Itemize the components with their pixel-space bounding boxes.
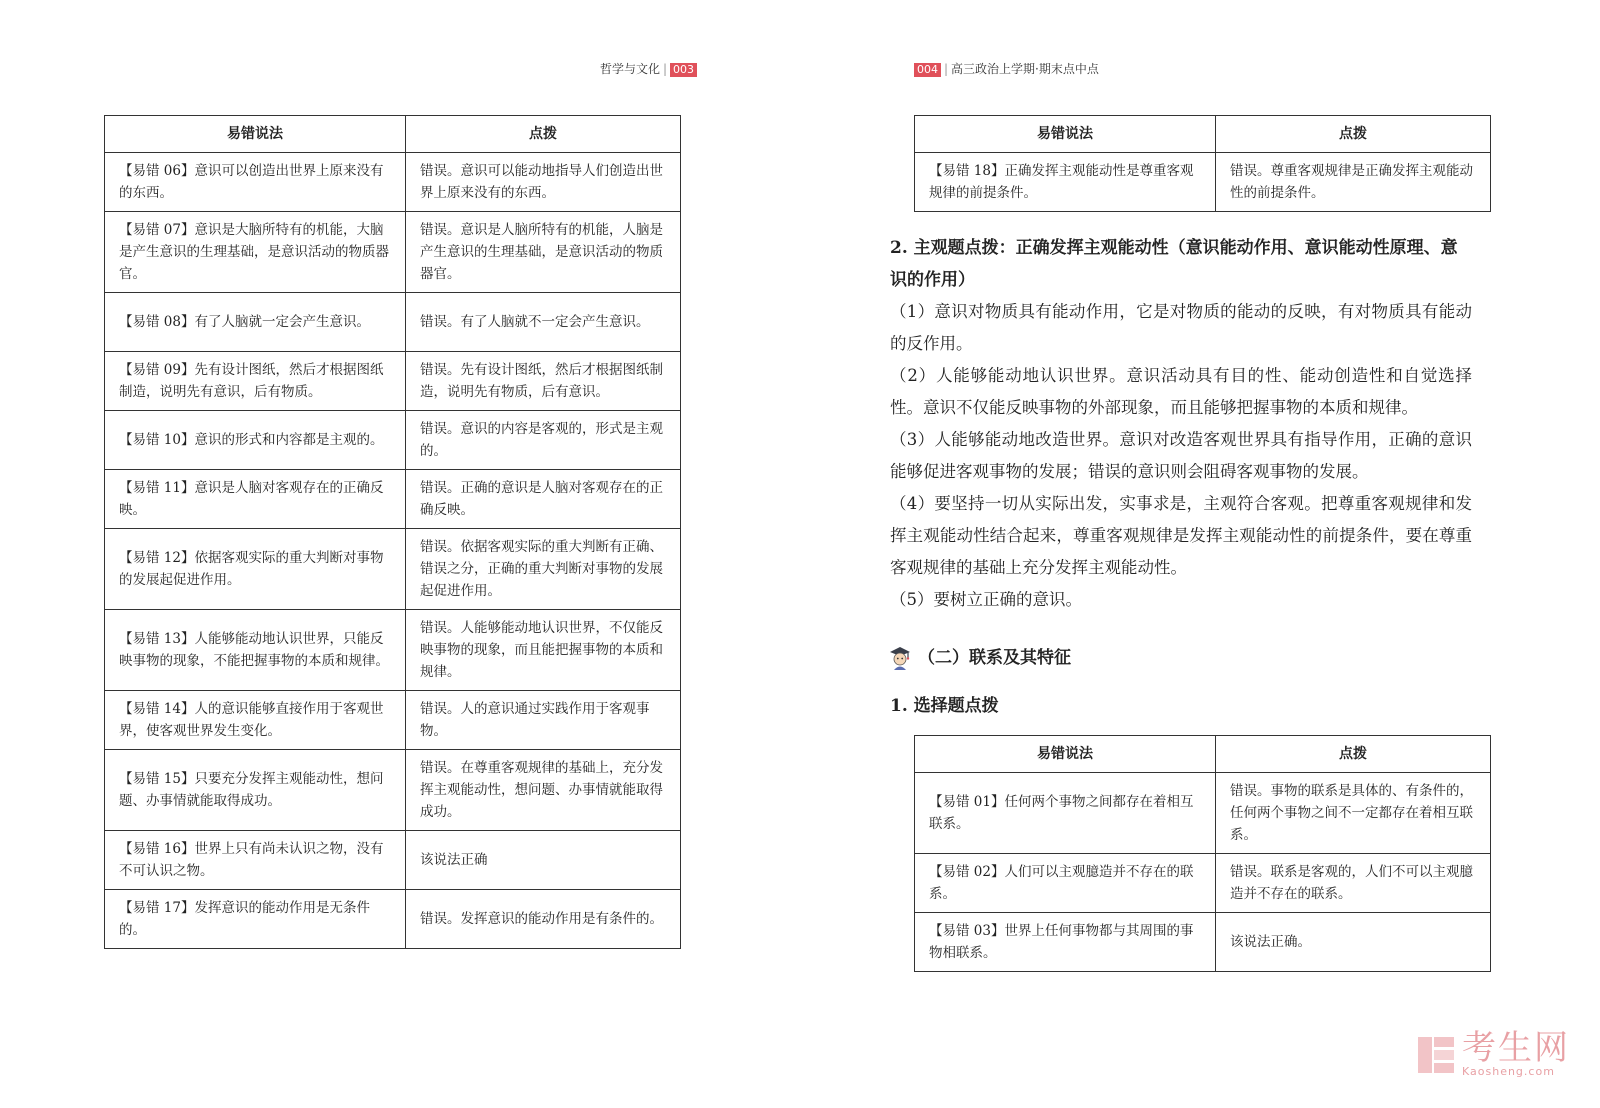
- watermark: [1416, 1028, 1570, 1078]
- misconception-cell: 【易错 09】先有设计图纸，然后才根据图纸制造，说明先有意识，后有物质。: [105, 352, 406, 411]
- left-page-number: 003: [670, 63, 697, 77]
- point-item: （4）要坚持一切从实际出发，实事求是，主观符合客观。把尊重客观规律和发挥主观能动性结合起来，尊重客观规律是发挥主观能动性的前提条件，要在尊重客观规律的基础上充分发挥主观能动性。: [890, 494, 1472, 577]
- watermark-logo-icon: [1416, 1035, 1456, 1075]
- guidance-cell: 该说法正确。: [1216, 913, 1491, 972]
- right-page-number: 004: [914, 63, 941, 77]
- table-row: [915, 153, 1491, 212]
- left-running-head: [600, 60, 697, 77]
- guidance-cell: 错误。依据客观实际的重大判断有正确、错误之分，正确的重大判断对事物的发展起促进作用。: [406, 529, 681, 610]
- points-list: [890, 296, 1472, 616]
- guidance-cell: 错误。有了人脑就不一定会产生意识。: [406, 293, 681, 352]
- col-header-misconception: 易错说法: [915, 116, 1216, 153]
- watermark-text-block: [1462, 1028, 1570, 1078]
- right-error-table-links: [914, 735, 1491, 972]
- guidance-cell: 错误。正确的意识是人脑对客观存在的正确反映。: [406, 470, 681, 529]
- left-error-table: [104, 115, 681, 949]
- misconception-cell: 【易错 11】意识是人脑对客观存在的正确反映。: [105, 470, 406, 529]
- misconception-cell: 【易错 10】意识的形式和内容都是主观的。: [105, 411, 406, 470]
- table-row: [105, 352, 681, 411]
- right-header-title: 高三政治上学期·期末点中点: [951, 62, 1099, 76]
- table-row: [105, 890, 681, 949]
- right-page: [800, 0, 1600, 1108]
- guidance-cell: 错误。意识可以能动地指导人们创造出世界上原来没有的东西。: [406, 153, 681, 212]
- guidance-cell: 错误。联系是客观的，人们不可以主观臆造并不存在的联系。: [1216, 854, 1491, 913]
- table-row: [105, 470, 681, 529]
- table-row: [105, 691, 681, 750]
- right-running-head: [914, 60, 1099, 77]
- guidance-cell: 错误。人的意识通过实践作用于客观事物。: [406, 691, 681, 750]
- misconception-cell: 【易错 06】意识可以创造出世界上原来没有的东西。: [105, 153, 406, 212]
- section-heading: 2. 主观题点拨：正确发挥主观能动性（意识能动作用、意识能动性原理、意识的作用）: [890, 238, 1458, 290]
- col-header-guidance: 点拨: [1216, 116, 1491, 153]
- point-item: （3）人能够能动地改造世界。意识对改造客观世界具有指导作用，正确的意识能够促进客观事物的发展；错误的意识则会阻碍客观事物的发展。: [890, 430, 1472, 481]
- misconception-cell: 【易错 13】人能够能动地认识世界，只能反映事物的现象，不能把握事物的本质和规律。: [105, 610, 406, 691]
- misconception-cell: 【易错 12】依据客观实际的重大判断对事物的发展起促进作用。: [105, 529, 406, 610]
- misconception-cell: 【易错 18】正确发挥主观能动性是尊重客观规律的前提条件。: [915, 153, 1216, 212]
- table-row: [915, 913, 1491, 972]
- table-row: [105, 153, 681, 212]
- guidance-cell: 错误。事物的联系是具体的、有条件的，任何两个事物之间不一定都存在着相互联系。: [1216, 773, 1491, 854]
- table-row: [105, 212, 681, 293]
- guidance-cell: 错误。在尊重客观规律的基础上，充分发挥主观能动性，想问题、办事情就能取得成功。: [406, 750, 681, 831]
- misconception-cell: 【易错 15】只要充分发挥主观能动性，想问题、办事情就能取得成功。: [105, 750, 406, 831]
- col-header-guidance: 点拨: [1216, 736, 1491, 773]
- misconception-cell: 【易错 08】有了人脑就一定会产生意识。: [105, 293, 406, 352]
- guidance-cell: 错误。意识的内容是客观的，形式是主观的。: [406, 411, 681, 470]
- misconception-cell: 【易错 14】人的意识能够直接作用于客观世界，使客观世界发生变化。: [105, 691, 406, 750]
- table-row: [105, 293, 681, 352]
- table-header-row: [915, 116, 1491, 153]
- guidance-cell: 错误。尊重客观规律是正确发挥主观能动性的前提条件。: [1216, 153, 1491, 212]
- misconception-cell: 【易错 17】发挥意识的能动作用是无条件的。: [105, 890, 406, 949]
- subsection-heading: [888, 644, 1071, 672]
- misconception-cell: 【易错 16】世界上只有尚未认识之物，没有不可认识之物。: [105, 831, 406, 890]
- guidance-cell: 错误。意识是人脑所特有的机能，人脑是产生意识的生理基础，是意识活动的物质器官。: [406, 212, 681, 293]
- point-item: （1）意识对物质具有能动作用，它是对物质的能动的反映，有对物质具有能动的反作用。: [890, 302, 1472, 353]
- subsection-title: （二）联系及其特征: [918, 648, 1071, 668]
- table-row: [105, 411, 681, 470]
- scholar-mascot-icon: [888, 645, 912, 671]
- point-item: （5）要树立正确的意识。: [890, 590, 1082, 609]
- watermark-text: 考生网: [1462, 1028, 1570, 1068]
- guidance-cell: 该说法正确: [406, 831, 681, 890]
- subheading: 1. 选择题点拨: [890, 696, 999, 716]
- table-header-row: [915, 736, 1491, 773]
- misconception-cell: 【易错 01】任何两个事物之间都存在着相互联系。: [915, 773, 1216, 854]
- col-header-misconception: 易错说法: [105, 116, 406, 153]
- point-item: （2）人能够能动地认识世界。意识活动具有目的性、能动创造性和自觉选择性。意识不仅能反映事物的外部现象，而且能够把握事物的本质和规律。: [890, 366, 1472, 417]
- guidance-cell: 错误。人能够能动地认识世界，不仅能反映事物的现象，而且能把握事物的本质和规律。: [406, 610, 681, 691]
- table-row: [915, 854, 1491, 913]
- watermark-url: Kaosheng.com: [1462, 1065, 1555, 1078]
- misconception-cell: 【易错 07】意识是大脑所特有的机能，大脑是产生意识的生理基础，是意识活动的物质器官。: [105, 212, 406, 293]
- table-row: [915, 773, 1491, 854]
- left-header-separator: |: [662, 62, 667, 76]
- guidance-cell: 错误。先有设计图纸，然后才根据图纸制造，说明先有物质，后有意识。: [406, 352, 681, 411]
- table-row: [105, 529, 681, 610]
- right-header-separator: |: [944, 62, 949, 76]
- col-header-guidance: 点拨: [406, 116, 681, 153]
- table-row: [105, 750, 681, 831]
- guidance-cell: 错误。发挥意识的能动作用是有条件的。: [406, 890, 681, 949]
- table-row: [105, 610, 681, 691]
- misconception-cell: 【易错 02】人们可以主观臆造并不存在的联系。: [915, 854, 1216, 913]
- table-header-row: [105, 116, 681, 153]
- col-header-misconception: 易错说法: [915, 736, 1216, 773]
- misconception-cell: 【易错 03】世界上任何事物都与其周围的事物相联系。: [915, 913, 1216, 972]
- table-row: [105, 831, 681, 890]
- left-header-title: 哲学与文化: [599, 62, 660, 76]
- right-error-table-continued: [914, 115, 1491, 212]
